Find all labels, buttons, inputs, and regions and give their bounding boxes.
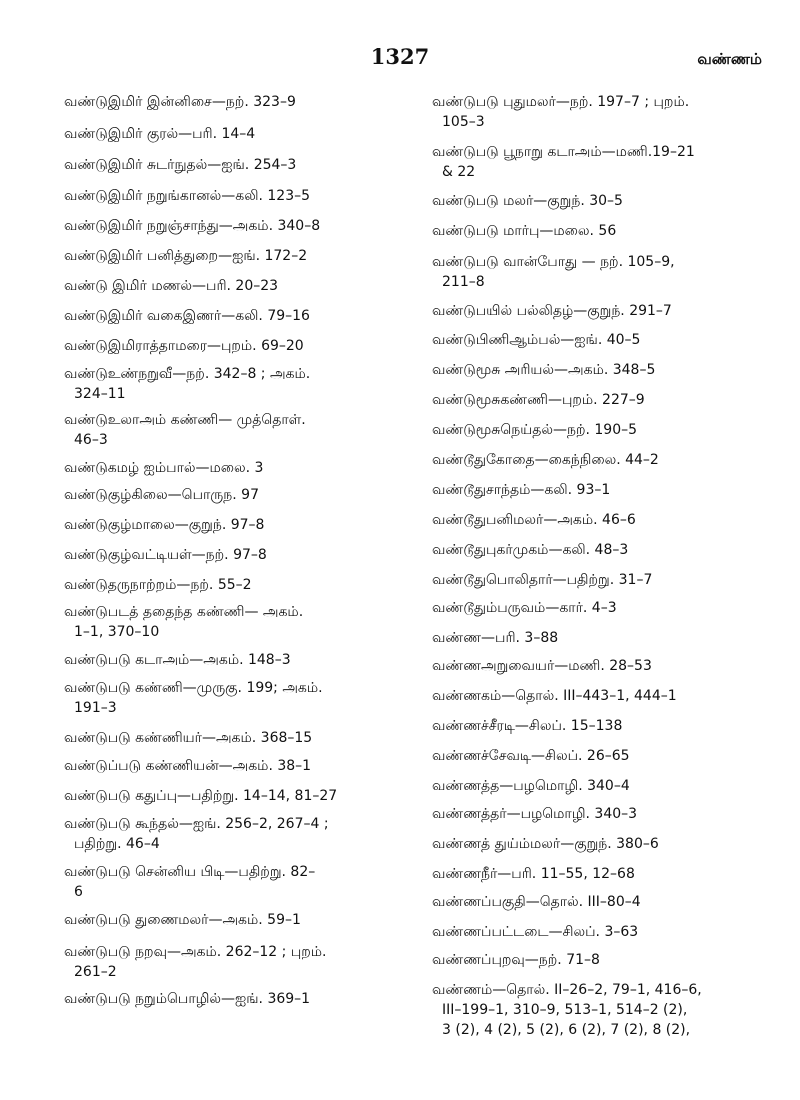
index-entry-line: வண்டுபடு பூநாறு கடாஅம்—மணி.19–21 (432, 144, 695, 160)
index-entry-line: & 22 (442, 164, 476, 180)
page-number: 1327 (370, 44, 430, 69)
index-entry-line: வண்ணத்த—பழமொழி. 340–4 (432, 778, 630, 794)
index-entry (64, 186, 404, 206)
index-entry (64, 155, 404, 175)
index-entry-line: வண்டுபடு கண்ணியர்—அகம். 368–15 (64, 730, 313, 746)
index-entry (432, 450, 768, 470)
index-entry (64, 124, 404, 144)
index-entry (432, 980, 768, 1040)
index-entry (432, 656, 768, 676)
index-entry-line: வண்ணம்—தொல். II–26–2, 79–1, 416–6, (432, 982, 702, 998)
index-entry (64, 92, 404, 112)
index-entry-line: 324–11 (74, 386, 126, 402)
index-entry-line: வண்ணகம்—தொல். III–443–1, 444–1 (432, 688, 677, 704)
index-entry-line: வண்டுகுழ்கிலை—பொருந. 97 (64, 487, 259, 503)
index-entry-line: வண்டுஇமிராத்தாமரை—புறம். 69–20 (64, 338, 304, 354)
index-entry-line: வண்டுபடு நறும்பொழில்—ஐங். 369–1 (64, 991, 311, 1007)
index-entry (432, 480, 768, 500)
index-entry (64, 650, 404, 670)
index-entry-line: வண்டுபடு சென்னிய பிடி—பதிற்று. 82– (64, 864, 316, 880)
index-entry-line: வண்டூதுகோதை—கைந்நிலை. 44–2 (432, 452, 659, 468)
index-entry (432, 360, 768, 380)
index-entry-line: வண்டுகுழ்மாலை—குறுந். 97–8 (64, 517, 265, 533)
index-entry-line: வண்ண—பரி. 3–88 (432, 630, 559, 646)
index-entry (64, 728, 404, 748)
index-entry-line: வண்டூதும்பருவம்—கார். 4–3 (432, 600, 617, 616)
index-entry (64, 575, 404, 595)
index-entry-line: வண்டூதுபுகர்முகம்—கலி. 48–3 (432, 542, 629, 558)
index-entry (64, 989, 404, 1009)
index-entry (64, 910, 404, 930)
index-entry-line: வண்டுமூசு அரியல்—அகம். 348–5 (432, 362, 656, 378)
index-entry (432, 628, 768, 648)
index-entry (432, 804, 768, 824)
index-entry (432, 330, 768, 350)
index-entry-line: வண்டுபடு கூந்தல்—ஐங். 256–2, 267–4 ; (64, 816, 329, 832)
index-entry (64, 364, 404, 404)
index-entry (432, 252, 768, 292)
index-entry (64, 678, 404, 718)
index-entry (432, 864, 768, 884)
index-entry-line: வண்டூதுபொலிதார்—பதிற்று. 31–7 (432, 572, 653, 588)
index-entry-line: வண்டு இமிர் மணல்—பரி. 20–23 (64, 278, 279, 294)
index-entry (64, 485, 404, 505)
index-entry (432, 420, 768, 440)
index-entry-line: வண்டுஉண்நறுவீ—நற். 342–8 ; அகம். (64, 366, 311, 382)
index-entry (64, 216, 404, 236)
index-entry (64, 458, 404, 478)
index-entry (64, 814, 404, 854)
index-entry-line: வண்டுபடு வான்போது — நற். 105–9, (432, 254, 675, 270)
index-entry-line: வண்டுஇமிர் பனித்துறை—ஐங். 172–2 (64, 248, 308, 264)
index-entry (432, 301, 768, 321)
index-entry-line: வண்ணத்தர்—பழமொழி. 340–3 (432, 806, 638, 822)
index-entry-line: 105–3 (442, 114, 485, 130)
index-entry-line: 1–1, 370–10 (74, 624, 160, 640)
index-entry-line: வண்டுபடு கடாஅம்—அகம். 148–3 (64, 652, 291, 668)
index-entry (64, 515, 404, 535)
index-entry (432, 834, 768, 854)
index-entry-line: வண்ணப்பகுதி—தொல். III–80–4 (432, 894, 641, 910)
index-entry (432, 716, 768, 736)
index-entry (432, 191, 768, 211)
index-entry-line: வண்ணப்பட்டடை—சிலப். 3–63 (432, 924, 639, 940)
index-entry-line: வண்டுபடு நறவு—அகம். 262–12 ; புறம். (64, 944, 327, 960)
index-entry-line: 211–8 (442, 274, 485, 290)
index-entry-line: வண்டுப்படு கண்ணியன்—அகம். 38–1 (64, 758, 312, 774)
index-entry-line: வண்ணச்சேவடி—சிலப். 26–65 (432, 748, 630, 764)
running-head: வண்ணம் (697, 50, 762, 68)
index-entry-line: 261–2 (74, 964, 117, 980)
index-entry-line: வண்டுஇமிர் சுடர்நுதல்—ஐங். 254–3 (64, 157, 297, 173)
index-entry-line: வண்டுஇமிர் குரல்—பரி. 14–4 (64, 126, 256, 142)
index-entry-line: 3 (2), 4 (2), 5 (2), 6 (2), 7 (2), 8 (2), (442, 1022, 691, 1038)
index-entry (432, 570, 768, 590)
index-entry (64, 545, 404, 565)
index-entry-line: வண்டுகமழ் ஐம்பால்—மலை. 3 (64, 460, 264, 476)
index-entry (64, 246, 404, 266)
index-entry (64, 410, 404, 450)
index-entry-line: வண்ணத் துய்ம்மலர்—குறுந். 380–6 (432, 836, 659, 852)
index-entry-line: வண்டுமூசுகண்ணி—புறம். 227–9 (432, 392, 645, 408)
index-entry-line: வண்ணப்புறவு—நற். 71–8 (432, 952, 600, 968)
index-entry-line: 191–3 (74, 700, 117, 716)
index-entry-line: வண்டுகுழ்வட்டியள்—நற். 97–8 (64, 547, 267, 563)
index-entry-line: வண்டுபடு துணைமலர்—அகம். 59–1 (64, 912, 301, 928)
index-entry (64, 862, 404, 902)
index-entry-line: வண்டுஇமிர் இன்னிசை—நற். 323–9 (64, 94, 296, 110)
index-entry (432, 950, 768, 970)
index-entry (64, 336, 404, 356)
index-entry-line: வண்டூதுசாந்தம்—கலி. 93–1 (432, 482, 611, 498)
index-entry (432, 92, 768, 132)
index-entry (64, 756, 404, 776)
index-entry (432, 598, 768, 618)
index-entry-line: வண்ணநீர்—பரி. 11–55, 12–68 (432, 866, 635, 882)
index-entry-line: வண்டுஇமிர் நறுஞ்சாந்து—அகம். 340–8 (64, 218, 321, 234)
index-entry (432, 746, 768, 766)
index-entry-line: வண்டுபடு மலர்—குறுந். 30–5 (432, 193, 623, 209)
index-entry-line: III–199–1, 310–9, 513–1, 514–2 (2), (442, 1002, 688, 1018)
index-entry-line: பதிற்று. 46–4 (74, 836, 160, 852)
index-entry-line: வண்டூதுபனிமலர்—அகம். 46–6 (432, 512, 636, 528)
index-entry (432, 892, 768, 912)
index-entry (64, 786, 404, 806)
index-entry (432, 686, 768, 706)
index-entry (64, 306, 404, 326)
index-entry (432, 510, 768, 530)
index-entry-line: 6 (74, 884, 83, 900)
index-entry-line: வண்டுபடு மார்பு—மலை. 56 (432, 223, 617, 239)
index-entry-line: வண்டுபடு புதுமலர்—நற். 197–7 ; புறம். (432, 94, 690, 110)
index-entry-line: வண்டுபடத் ததைந்த கண்ணி— அகம். (64, 604, 304, 620)
index-entry-line: வண்டுஉலாஅம் கண்ணி— முத்தொள். (64, 412, 306, 428)
index-entry-line: வண்டுஇமிர் நறுங்கானல்—கலி. 123–5 (64, 188, 311, 204)
index-entry-line: வண்டுமூசுநெய்தல்—நற். 190–5 (432, 422, 638, 438)
index-entry-line: வண்டுஇமிர் வகைஇணர்—கலி. 79–16 (64, 308, 310, 324)
index-entry-line: வண்டுபடு கதுப்பு—பதிற்று. 14–14, 81–27 (64, 788, 338, 804)
index-entry (432, 142, 768, 182)
index-entry-line: வண்டுபிணிஆம்பல்—ஐங். 40–5 (432, 332, 641, 348)
index-entry-line: வண்டுதருநாற்றம்—நற். 55–2 (64, 577, 252, 593)
index-entry-line: வண்டுபடு கண்ணி—முருகு. 199; அகம். (64, 680, 323, 696)
index-entry (432, 540, 768, 560)
index-entry-line: வண்ணச்சீரடி—சிலப். 15–138 (432, 718, 623, 734)
index-entry-line: வண்ணஅறுவையர்—மணி. 28–53 (432, 658, 652, 674)
index-entry (432, 221, 768, 241)
index-entry (64, 602, 404, 642)
index-entry-line: 46–3 (74, 432, 108, 448)
index-entry (432, 390, 768, 410)
index-entry (432, 776, 768, 796)
index-entry (64, 942, 404, 982)
index-entry (432, 922, 768, 942)
index-entry (64, 276, 404, 296)
index-entry-line: வண்டுபயில் பல்லிதழ்—குறுந். 291–7 (432, 303, 672, 319)
